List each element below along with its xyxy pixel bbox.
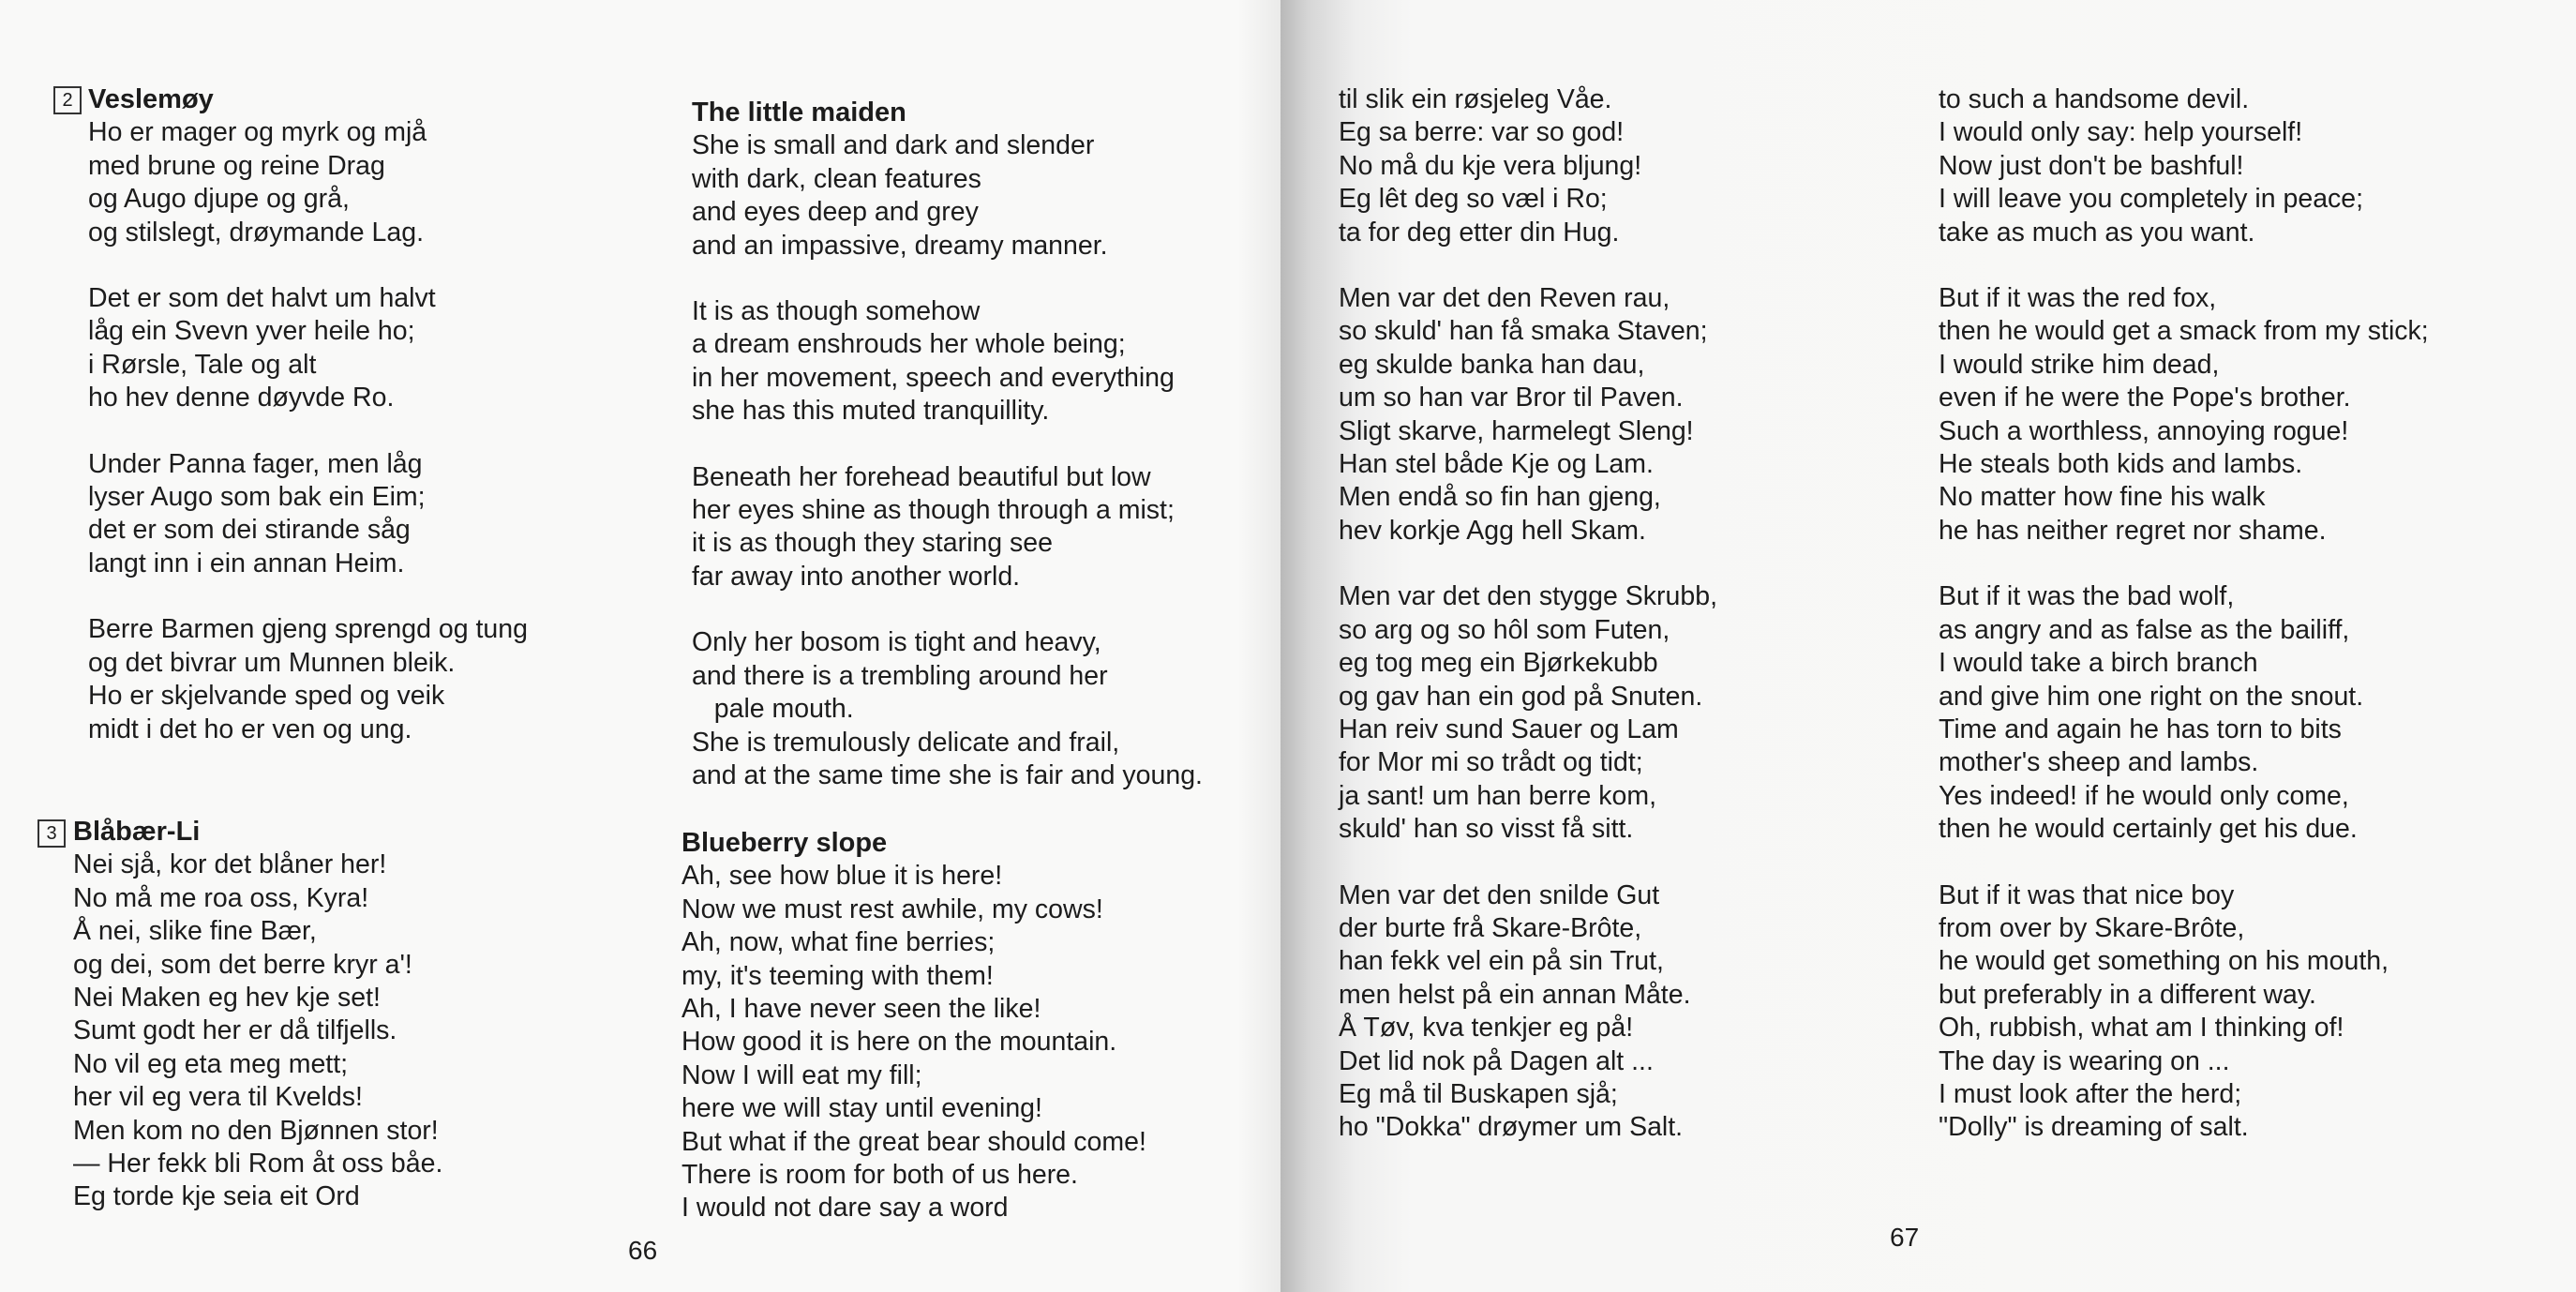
song2-norwegian-column	[88, 83, 613, 779]
page-number-right: 67	[1890, 1223, 1920, 1252]
stanza	[692, 626, 1254, 792]
verse-line: eg tog meg ein Bjørkekubb	[1339, 648, 1658, 679]
verse-line: men helst på ein annan Måte.	[1339, 979, 1691, 1010]
verse-line: I would take a birch branch	[1939, 648, 2258, 679]
verse-line: a dream enshrouds her whole being;	[692, 329, 1126, 360]
verse-line: Ho er skjelvande sped og veik	[88, 681, 445, 712]
verse-line: Men kom no den Bjønnen stor!	[73, 1115, 439, 1146]
verse-line: ho hev denne døyvde Ro.	[88, 383, 395, 413]
verse-line: Eg lêt deg so væl i Ro;	[1339, 184, 1608, 215]
verse-line: The day is wearing on ...	[1939, 1045, 2230, 1076]
verse-line: Under Panna fager, men låg	[88, 448, 423, 479]
verse-line: and there is a trembling around her	[692, 660, 1108, 691]
verse-line: Time and again he has torn to bits	[1939, 714, 2342, 744]
verse-line: even if he were the Pope's brother.	[1939, 383, 2351, 413]
verse-line: No må du kje vera bljung!	[1339, 150, 1642, 181]
verse-line: There is room for both of us here.	[681, 1160, 1078, 1191]
verse-line: Han stel både Kje og Lam.	[1339, 449, 1654, 480]
verse-line: She is tremulously delicate and frail,	[692, 727, 1120, 758]
verse-line: og det bivrar um Munnen bleik.	[88, 647, 456, 678]
stanza	[88, 448, 613, 581]
verse-line: But what if the great bear should come!	[681, 1126, 1146, 1157]
verse-line: Beneath her forehead beautiful but low	[692, 461, 1151, 492]
verse-line: til slik ein røsjeleg Våe.	[1339, 84, 1612, 114]
verse-line: hev korkje Agg hell Skam.	[1339, 515, 1646, 546]
song2-english-column	[692, 97, 1254, 825]
verse-line: Men var det den snilde Gut	[1339, 879, 1660, 910]
verse-line: No må me roa oss, Kyra!	[73, 882, 369, 913]
verse-line: in her movement, speech and everything	[692, 362, 1175, 393]
verse-line: Eg torde kje seia eit Ord	[73, 1181, 360, 1212]
verse-line: as angry and as false as the bailiff,	[1939, 614, 2350, 645]
verse-line: ho "Dokka" drøymer um Salt.	[1339, 1112, 1684, 1143]
verse-line: Such a worthless, annoying rogue!	[1939, 415, 2349, 446]
verse-line: Ho er mager og myrk og mjå	[88, 117, 427, 148]
left-page	[0, 0, 1281, 1292]
verse-line: to such a handsome devil.	[1939, 84, 2250, 114]
verse-line: i Rørsle, Tale og alt	[88, 349, 317, 380]
verse-line: skuld' han so visst få sitt.	[1339, 814, 1634, 845]
stanza	[692, 295, 1254, 428]
verse-line: pale mouth.	[692, 694, 854, 725]
verse-line: Yes indeed! if he would only come,	[1939, 780, 2349, 811]
verse-line: He steals both kids and lambs.	[1939, 449, 2303, 480]
verse-line: Sligt skarve, harmelegt Sleng!	[1339, 415, 1694, 446]
verse-line: my, it's teeming with them!	[681, 960, 994, 991]
verse-line: No vil eg eta meg mett;	[73, 1048, 349, 1079]
song2-title-english: The little maiden	[692, 98, 906, 128]
verse-line: Only her bosom is tight and heavy,	[692, 627, 1101, 658]
verse-line: Eg sa berre: var so god!	[1339, 117, 1625, 148]
verse-line: far away into another world.	[692, 561, 1021, 592]
verse-line: so arg og so hôl som Futen,	[1339, 614, 1670, 645]
stanza	[1939, 879, 2539, 1145]
song3-norwegian-column	[73, 816, 598, 1214]
verse-line: and give him one right on the snout.	[1939, 681, 2364, 712]
verse-line: take as much as you want.	[1939, 217, 2255, 248]
page-number-left: 66	[628, 1236, 658, 1265]
verse-line: but preferably in a different way.	[1939, 979, 2316, 1010]
verse-line: Now just don't be bashful!	[1939, 150, 2244, 181]
verse-line: with dark, clean features	[692, 163, 981, 194]
verse-line: he has neither regret nor shame.	[1939, 515, 2327, 546]
verse-line: eg skulde banka han dau,	[1339, 349, 1645, 380]
verse-line: Nei sjå, kor det blåner her!	[73, 849, 387, 880]
right-english-stanzas	[1939, 83, 2539, 1145]
verse-line: midt i det ho er ven og ung.	[88, 714, 412, 744]
verse-line: det er som dei stirande såg	[88, 515, 411, 546]
stanza	[1339, 580, 1864, 846]
verse-line: ta for deg etter din Hug.	[1339, 217, 1620, 248]
verse-line: mother's sheep and lambs.	[1939, 747, 2259, 778]
verse-line: Ah, now, what fine berries;	[681, 927, 996, 958]
verse-line: og stilslegt, drøymande Lag.	[88, 217, 425, 248]
stanza	[88, 282, 613, 415]
verse-line: og dei, som det berre kryr a'!	[73, 949, 412, 980]
stanza	[692, 129, 1254, 263]
stanza	[1339, 282, 1864, 548]
song3-title-norwegian: Blåbær-Li	[73, 817, 201, 847]
verse-line: for Mor mi so trådt og tidt;	[1339, 747, 1643, 778]
stanza	[88, 116, 613, 249]
verse-line: No matter how fine his walk	[1939, 482, 2266, 513]
verse-line: But if it was that nice boy	[1939, 879, 2235, 910]
verse-line: I would only say: help yourself!	[1939, 117, 2303, 148]
verse-line: um so han var Bror til Paven.	[1339, 383, 1684, 413]
verse-line: it is as though they staring see	[692, 528, 1053, 559]
verse-line: I will leave you completely in peace;	[1939, 184, 2364, 215]
verse-line: Ah, see how blue it is here!	[681, 861, 1003, 892]
verse-line: and an impassive, dreamy manner.	[692, 230, 1108, 261]
verse-line: Å Tøv, kva tenkjer eg på!	[1339, 1013, 1634, 1044]
song3-norwegian-lines	[73, 849, 598, 1213]
right-english-column	[1939, 83, 2539, 1178]
verse-line: Men endå so fin han gjeng,	[1339, 482, 1661, 513]
right-page	[1281, 0, 2576, 1292]
verse-line: here we will stay until evening!	[681, 1093, 1042, 1124]
stanza	[88, 613, 613, 746]
verse-line: from over by Skare-Brôte,	[1939, 912, 2245, 943]
verse-line: Men var det den stygge Skrubb,	[1339, 581, 1717, 612]
verse-line: Ah, I have never seen the like!	[681, 994, 1041, 1025]
verse-line: han fekk vel ein på sin Trut,	[1339, 946, 1664, 977]
verse-line: Han reiv sund Sauer og Lam	[1339, 714, 1679, 744]
verse-line: she has this muted tranquillity.	[692, 396, 1050, 427]
verse-line: og Augo djupe og grå,	[88, 184, 350, 215]
verse-line: But if it was the red fox,	[1939, 283, 2217, 314]
verse-line: But if it was the bad wolf,	[1939, 581, 2235, 612]
verse-line: og gav han ein god på Snuten.	[1339, 681, 1703, 712]
verse-line: Men var det den Reven rau,	[1339, 283, 1670, 314]
stanza	[1339, 83, 1864, 249]
verse-line: lyser Augo som bak ein Eim;	[88, 482, 426, 513]
stanza	[1939, 282, 2539, 548]
stanza	[692, 461, 1254, 594]
verse-line: Oh, rubbish, what am I thinking of!	[1939, 1013, 2344, 1044]
verse-line: med brune og reine Drag	[88, 150, 385, 181]
song3-title-english: Blueberry slope	[681, 828, 888, 858]
stanza	[1339, 879, 1864, 1145]
verse-line: I must look after the herd;	[1939, 1078, 2242, 1109]
verse-line: der burte frå Skare-Brôte,	[1339, 912, 1642, 943]
song2-english-stanzas	[692, 129, 1254, 792]
verse-line: her vil eg vera til Kvelds!	[73, 1082, 363, 1113]
verse-line: She is small and dark and slender	[692, 130, 1095, 161]
song3-english-column	[681, 827, 1244, 1225]
verse-line: Now we must rest awhile, my cows!	[681, 894, 1103, 924]
verse-line: — Her fekk bli Rom åt oss båe.	[73, 1149, 443, 1179]
verse-line: It is as though somehow	[692, 296, 981, 327]
stanza	[1939, 580, 2539, 846]
verse-line: and at the same time she is fair and young.	[692, 759, 1203, 790]
verse-line: langt inn i ein annan Heim.	[88, 548, 405, 578]
song2-title-norwegian: Veslemøy	[88, 84, 214, 114]
song3-english-lines	[681, 860, 1244, 1224]
stanza	[1939, 83, 2539, 249]
verse-line: Nei Maken eg hev kje set!	[73, 983, 381, 1014]
right-norwegian-stanzas	[1339, 83, 1864, 1145]
verse-line: låg ein Svevn yver heile ho;	[88, 316, 415, 347]
verse-line: I would not dare say a word	[681, 1193, 1009, 1224]
verse-line: Det lid nok på Dagen alt ...	[1339, 1045, 1654, 1076]
right-norwegian-column	[1339, 83, 1864, 1178]
verse-line: "Dolly" is dreaming of salt.	[1939, 1112, 2249, 1143]
verse-line: Sumt godt her er då tilfjells.	[73, 1015, 397, 1046]
verse-line: How good it is here on the mountain.	[681, 1027, 1117, 1058]
verse-line: her eyes shine as though through a mist;	[692, 495, 1175, 526]
verse-line: I would strike him dead,	[1939, 349, 2220, 380]
verse-line: he would get something on his mouth,	[1939, 946, 2389, 977]
track-number-box-2: 2	[53, 86, 82, 114]
verse-line: then he would certainly get his due.	[1939, 814, 2358, 845]
verse-line: Eg må til Buskapen sjå;	[1339, 1078, 1618, 1109]
song2-norwegian-stanzas	[88, 116, 613, 746]
verse-line: Å nei, slike fine Bær,	[73, 916, 317, 947]
verse-line: then he would get a smack from my stick;	[1939, 316, 2429, 347]
verse-line: so skuld' han få smaka Staven;	[1339, 316, 1708, 347]
track-number-box-3: 3	[37, 819, 66, 848]
verse-line: Berre Barmen gjeng sprengd og tung	[88, 614, 528, 645]
verse-line: Det er som det halvt um halvt	[88, 283, 436, 314]
verse-line: and eyes deep and grey	[692, 197, 979, 228]
verse-line: Now I will eat my fill;	[681, 1059, 922, 1090]
verse-line: ja sant! um han berre kom,	[1339, 780, 1656, 811]
